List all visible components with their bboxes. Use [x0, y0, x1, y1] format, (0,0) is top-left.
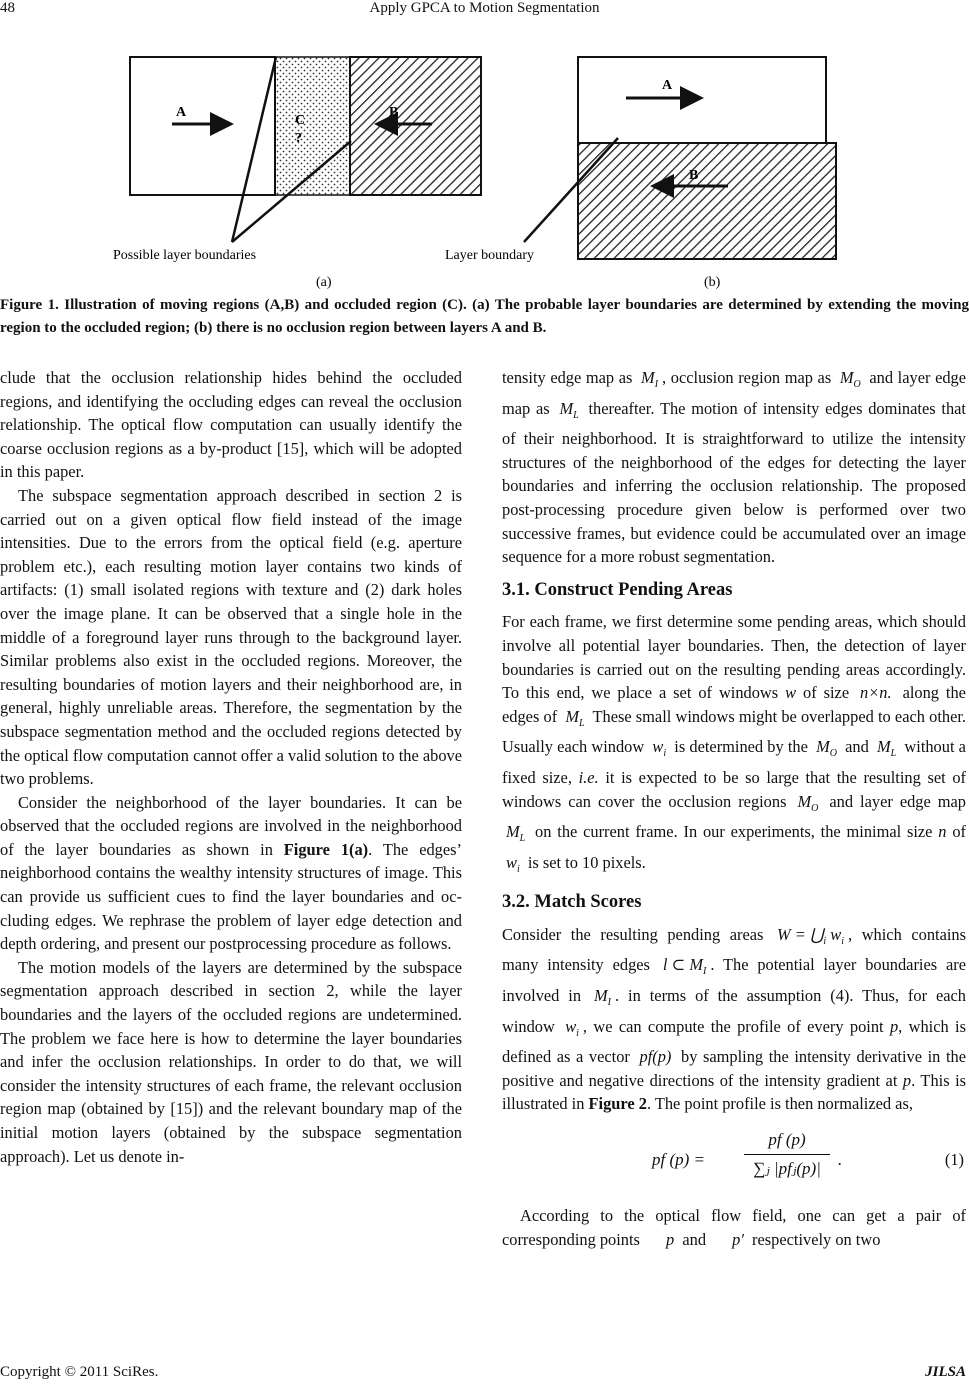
subfigure-b-label: (b) [704, 275, 721, 290]
math-ML: $M_L$ [559, 398, 579, 421]
figure-caption: Figure 1. Illustration of moving regions (A,B) and occluded region (C). (a) The probable layer boundaries are determined by extending the moving region to the occluded region; (b) there is no occlusion region between layers A and B. [0, 297, 969, 336]
figure-reference: Figure 1(a) [283, 839, 369, 859]
figure-1 [0, 30, 969, 300]
paragraph: The motion models of the layers are determined by the subspace segmentation approach described in section 2, while the layer boundaries and the layers of the occluded regions are undetermined. The problem we face here is how to determine the layer boundaries and infer the occlusion relationships. In order to do that, we will consider the intensity structures of each frame, the relevant occlusion region map (obtained by [15]) and the relevant boundary map of the initial motion layers (obtained by the subspace segmentation approach). Let us denote in- [0, 957, 462, 1166]
label-b-left: B [389, 105, 399, 120]
label-a-left: A [176, 105, 187, 120]
page-header [0, 0, 969, 22]
page-number: 48 [0, 0, 15, 16]
label-a-right: A [662, 78, 673, 93]
running-title: Apply GPCA to Motion Segmentation [369, 0, 600, 16]
label-b-right: B [689, 168, 699, 183]
subfigure-a-label: (a) [316, 275, 332, 290]
possible-boundaries-label: Possible layer boundaries [113, 248, 257, 263]
paragraph: Consider the resulting pending areas $W = ⋃_i$ $w_i$ , which contains many intensity edges l ⊂ $M_I$ . The potential layer boundaries are involved in $M_I$ . in terms of the assumption (4). Thus, for each window $w_i$ , we can compute the profile of every point p, which is defined as a vector pf(p) by sampling the intensity derivative in the positive and negative directions of the intensity gradient at p. This is illustrated in Figure 2. The point profile is then normalized as, [502, 924, 967, 1114]
section-heading: 3.2. Match Scores [502, 892, 642, 913]
label-c: C [295, 113, 306, 128]
left-column [0, 366, 462, 1168]
paragraph: tensity edge map as $M_I$ , occlusion region map as $M_O$ and layer edge map as $M_L$ thereafter. The motion of intensity edges dominates that of their neighborhood. It is straightforward to utilize the intensity structures of the neighborhood of the edges for detecting the layer boundaries and inferring the occlusion relationship. The proposed post-processing procedure given below is performed over two successive frames, but evidence could be accumulated over an image sequence for a more robust segmentation. [502, 368, 967, 567]
copyright: Copyright © 2011 SciRes. [0, 1364, 159, 1380]
region-b-right [578, 143, 836, 259]
paragraph: Consider the neighborhood of the layer boundaries. It can be observed that the occluded regions are involved in the neighborhood of the layer boundaries as shown in Figure 1(a). The edges’ neighborhood contains the wealthy intensity structures of image. This can provide us sufficient cues to find the layer boundaries and occluding edges. We rephrase the problem of layer edge detection and depth ordering, and present our postprocessing procedure as follows. [0, 792, 462, 954]
equation-1: pf (p) = pf (p) ∑ⱼ |pfⱼ(p)| . (1) [652, 1130, 964, 1178]
layer-boundary-label: Layer boundary [445, 248, 535, 263]
region-b-left [350, 57, 481, 195]
label-c-question: ? [295, 131, 302, 146]
equation-number: (1) [944, 1150, 964, 1170]
paragraph: According to the optical flow field, one can get a pair of corresponding points p and p′ respectively on two [502, 1206, 966, 1249]
math-MI: $M_I$ [641, 368, 659, 390]
paragraph: clude that the occlusion relationship hides behind the occluded regions, and identifying the occluding edges can reveal the occlusion relationship. The optical flow computation can usually identify the coarse occlusion regions as a by-product [15], which will be adopted in this paper. [0, 368, 462, 482]
section-heading: 3.1. Construct Pending Areas [502, 579, 733, 600]
region-a-left [130, 57, 275, 195]
right-column [502, 366, 966, 1251]
journal-name: JILSA [925, 1364, 966, 1380]
math-MO: $M_O$ [839, 368, 861, 390]
paragraph: The subspace segmentation approach described in section 2 is carried out on a given optical flow field instead of the image intensities. Due to the errors from the optical field (e.g. aperture problem etc.), each resulting motion layer contains two kinds of artifacts: (1) small isolated regions with texture and (2) dark holes over the image plane. It can be observed that a single hole in the middle of a foreground layer runs through to the background layer. Similar problems also exist in the occluded regions. Moreover, the resulting boundaries of motion layers and their neighborhood are, in general, highly unreliable areas. Therefore, the segmentation by the subspace segmentation method and the occluded regions detected by the optical flow computation cannot offer a valid solution to the above two problems. [0, 485, 462, 789]
figure-1-illustration [0, 30, 969, 300]
figure-reference: Figure 2 [588, 1094, 647, 1114]
paragraph: For each frame, we first determine some pending areas, which should involve all potential layer boundaries. Then, the detection of layer boundaries is carried out on the resulting pending areas accordingly. To this end, we place a set of windows w of size n×n. along the edges of $M_L$ These small windows might be overlapped to each other. Usually each window $w_i$ is determined by the $M_O$ and $M_L$ without a fixed size, i.e. it is expected to be so large that the resulting set of windows can cover the occlusion regions $M_O$ and layer edge map $M_L$ on the current frame. In our experiments, the minimal size n of $w_i$ is set to 10 pixels. [502, 612, 966, 875]
